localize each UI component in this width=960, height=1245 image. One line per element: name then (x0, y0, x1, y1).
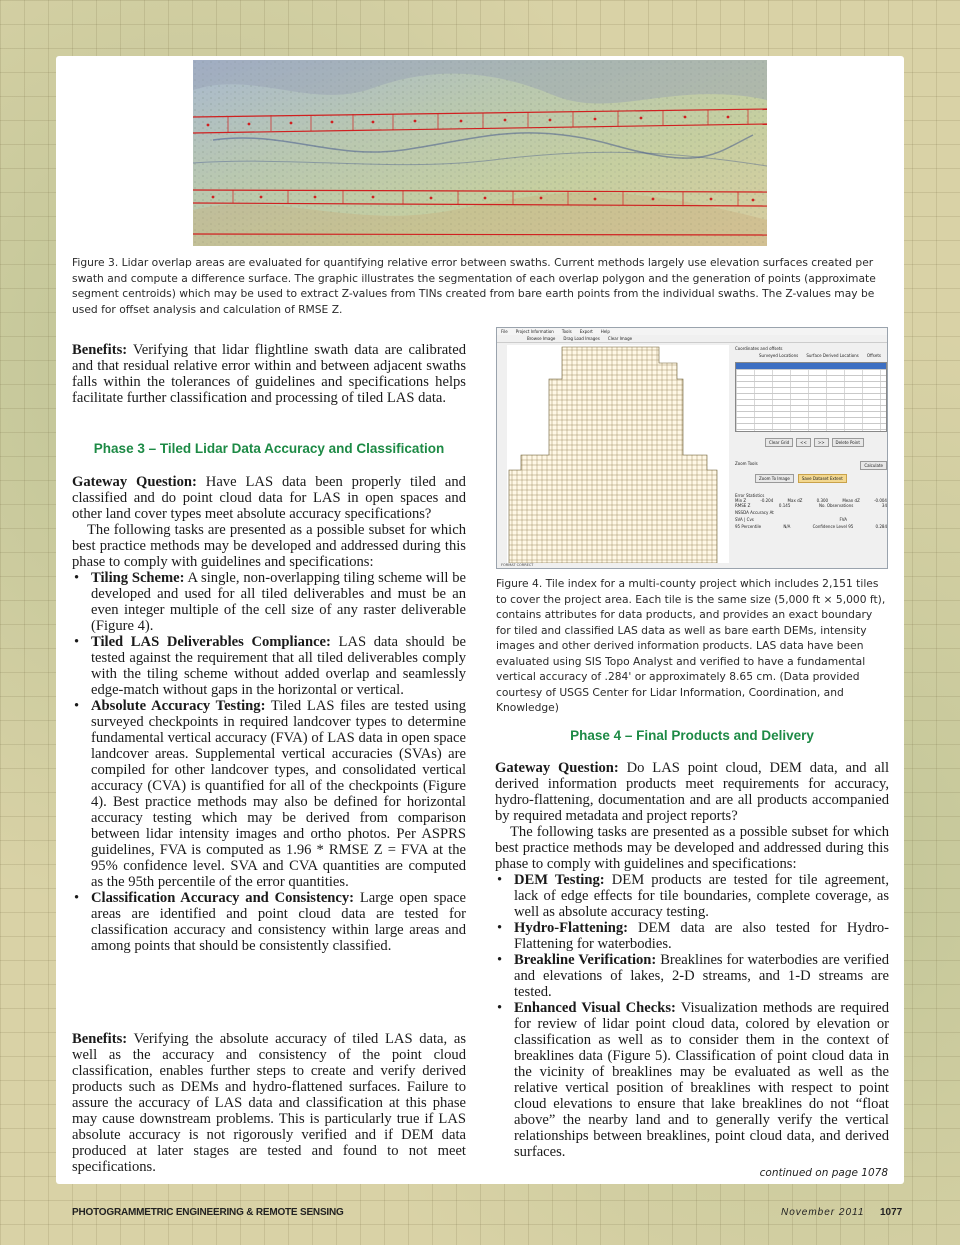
bullet-text: DEM products are tested for tile agreement, lack of edge effects for tile boundaries, complete coverage, as well as absolute accuracy testing. (514, 872, 890, 920)
bullet-text: DEM data are also tested for Hydro-Flattening for waterbodies. (514, 920, 890, 952)
calculate-button[interactable]: Calculate (860, 461, 887, 470)
bullet-label: Hydro-Flattening: (514, 920, 629, 936)
menu-item[interactable]: Project Information (515, 329, 554, 334)
phase3-bullet: • Tiled LAS Deliverables Compliance: LAS data should be tested against the requirement that all tiled deliverables comply with the tiling scheme without added overlap and seamlessly edge-match without gaps in the horizontal or vertical. (74, 634, 466, 698)
bullet-label: DEM Testing: (514, 872, 605, 888)
bullet-label: Absolute Accuracy Testing: (91, 698, 266, 714)
page-number: 1077 (880, 1207, 903, 1218)
gateway-text: Have LAS data been properly tiled and classified and do point cloud data for LAS in open spaces and other land cover types meet absolute accuracy specifications? (72, 474, 466, 522)
benefits-label: Benefits: (72, 1031, 128, 1047)
phase4-bullet: • Breakline Verification: Breaklines for waterbodies are verified and elevations of lakes, 2-D streams, and 1-D streams are tested. (497, 952, 889, 1000)
offsets-table (735, 362, 887, 432)
menu-item[interactable]: Tools (561, 329, 572, 334)
confidence-label: Confidence Level 95 (812, 524, 854, 529)
phase3-bullet: • Tiling Scheme: A single, non-overlapping tiling scheme will be developed and used for all tiled deliverables and must be an even integer multiple of the cell size of any raster deliverable (Figure 4). (74, 570, 466, 634)
tile-index-map (507, 345, 729, 563)
error-stats-label: Error Statistics (735, 493, 765, 498)
bullet-text: Tiled LAS files are tested using surveyed checkpoints in required landcover types to determine fundamental vertical accuracy (FVA) of LAS data in open space landcover areas. Supplemental vertical accuracies (SVAs) are compiled for other landcover types, and consolidated vertical accuracy (CVA) is quantified for all of the checkpoints (Figure 4). Best practice methods may also be defined for horizontal accuracy testing which may be derived from comparison between lidar intensity images and ortho photos. Per ASPRS guidelines, FVA is computed as 1.96 * RMSE Z = FVA at the 95% confidence level. SVA and CVA quantities are computed as the 95th percentile of the error quantities. (91, 698, 467, 890)
stat-label: RMSE Z (735, 503, 751, 508)
panel-title: Coordinates and offsets (735, 346, 783, 351)
phase3-heading: Phase 3 – Tiled Lidar Data Accuracy and Classification (93, 441, 445, 456)
stat-label: No. Observations (818, 503, 854, 508)
bullet-label: Classification Accuracy and Consistency: (91, 890, 355, 906)
coordinates-panel (735, 346, 887, 566)
figure3-image (193, 60, 767, 246)
benefits-paragraph (72, 342, 466, 406)
zoom-to-image-button[interactable]: Zoom To Image (755, 474, 794, 483)
bullet-label: Enhanced Visual Checks: (514, 1000, 676, 1016)
surface-header: Surface Derived Locations (806, 353, 859, 358)
save-extent-button[interactable]: Save Dataset Extent (798, 474, 847, 483)
menu-bar (497, 328, 887, 335)
phase3-gateway (72, 474, 466, 522)
fva-label: FVA (839, 517, 847, 522)
delete-point-button[interactable]: Delete Point (832, 438, 864, 447)
phase4-gateway (495, 760, 889, 824)
gateway-text: Do LAS point cloud, DEM data, and all derived information products meet requirements for accuracy, hydro-flattening, documentation and are all products accompanied by required metadata and project reports? (495, 760, 889, 824)
toolbar (497, 335, 887, 343)
fva-value: 0.284 (875, 524, 887, 529)
issue-date: November 2011 (781, 1207, 865, 1218)
figure4-screenshot (496, 327, 888, 569)
benefits-text: Verifying that lidar flightline swath data are calibrated and that residual relative error within and between adjacent swaths falls within the tolerances of guidelines and specifications helps facilitate further classification and processing of tiled LAS data. (72, 342, 466, 406)
stat-value: 0.145 (778, 503, 791, 508)
prev-button[interactable]: << (796, 438, 811, 447)
benefits2-paragraph (72, 1031, 466, 1175)
menu-item[interactable]: File (501, 329, 508, 334)
bullet-text: LAS data should be tested against the requirement that all tiled deliverables comply with the tiling scheme without added overlap and seamlessly edge-match without gaps in the horizontal or vertical. (91, 634, 466, 698)
sva-cva-label: SVA | Cvs (735, 517, 754, 522)
phase3-intro: The following tasks are presented as a possible subset for which best practice methods may be developed and addressed during this phase to comply with guidelines and specifications: (72, 522, 466, 570)
bullet-text: Breaklines for waterbodies are verified and elevations of lakes, 2-D streams, and 1-D streams are tested. (514, 952, 889, 1000)
percentile-label: 95 Percentile (735, 524, 762, 529)
stat-value: -0.204 (760, 498, 774, 503)
phase3-bullet: • Absolute Accuracy Testing: Tiled LAS files are tested using surveyed checkpoints in required landcover types to determine fundamental vertical accuracy (FVA) of LAS data in open space landcover areas. Supplemental vertical accuracies (SVAs) are compiled for other landcover types, and consolidated vertical accuracy (CVA) is quantified for all of the checkpoints (Figure 4). Best practice methods may also be defined for horizontal accuracy testing which may be derived from comparison between lidar intensity images and ortho photos. Per ASPRS guidelines, FVA is computed as 1.96 * RMSE Z = FVA at the 95% confidence level. SVA and CVA quantities are computed as the 95th percentile of the error quantities. (74, 698, 467, 890)
gateway-label: Gateway Question: (72, 474, 197, 490)
bullet-label: Tiling Scheme: (91, 570, 185, 586)
status-bar: FORMAT CORRECT (501, 563, 534, 567)
bullet-text: A single, non-overlapping tiling scheme will be developed and used for all tiled deliverables and must be an even integer multiple of the cell size of any raster deliverable (Figure 4). (91, 570, 466, 634)
drag-load-button[interactable]: Drag Load Images (563, 336, 600, 341)
phase4-heading: Phase 4 – Final Products and Delivery (570, 728, 814, 743)
figure3-caption: Figure 3. Lidar overlap areas are evaluated for quantifying relative error between swaths. Current methods largely use elevation surfaces created per swath and compute a difference surface. The graphic illustrates the segmentation of each overlap polygon and the generation of points (approximate segment centroids) which may be used to extract Z-values from TINs created from bare earth points from the individual swaths. The Z-values may be used for offset analysis and calculation of RMSE Z. (72, 256, 876, 316)
surveyed-header: Surveyed Locations (759, 353, 799, 358)
stat-value: -0.004 (874, 498, 887, 503)
phase3-bullet: • Classification Accuracy and Consistency: Large open space areas are identified and point cloud data are tested for classification accuracy and consistency within large areas and among points that should be consistently classified. (74, 890, 466, 954)
nssda-label: NSSDA Accuracy At (735, 510, 774, 515)
phase4-intro: The following tasks are presented as a possible subset for which best practice methods may be developed and addressed during this phase to comply with guidelines and specifications: (495, 824, 889, 872)
phase4-bullet: • DEM Testing: DEM products are tested for tile agreement, lack of edge effects for tile boundaries, complete coverage, as well as absolute accuracy testing. (497, 872, 890, 920)
phase4-bullet: • Hydro-Flattening: DEM data are also tested for Hydro-Flattening for waterbodies. (497, 920, 890, 952)
phase4-bullet: • Enhanced Visual Checks: Visualization methods are required for review of lidar point cloud data, colored by elevation or classification as well as to consider them in the context of breaklines data (Figure 5). Classification of point cloud data in the vicinity of breaklines may be evaluated as well as the relative vertical position of breaklines with respect to point cloud elevations to ensure that lake breaklines do not “float above” the nearby land and to generally verify the vertical relationships between breaklines, point cloud data, and derived surfaces. (497, 1000, 890, 1160)
zoom-tools-label: Zoom Tools (735, 461, 758, 466)
bullet-label: Breakline Verification: (514, 952, 657, 968)
stat-label: Min Z (735, 498, 747, 503)
stat-value: 34 (881, 503, 887, 508)
next-button[interactable]: >> (814, 438, 829, 447)
journal-name: PHOTOGRAMMETRIC ENGINEERING & REMOTE SENSING (72, 1207, 344, 1218)
browse-image-button[interactable]: Browse Image (527, 336, 556, 341)
bullet-text: Large open space areas are identified and point cloud data are tested for classification accuracy and consistency within large areas and among points that should be consistently classified. (91, 890, 466, 954)
menu-item[interactable]: Export (579, 329, 593, 334)
gateway-label: Gateway Question: (495, 760, 619, 776)
figure4-caption: Figure 4. Tile index for a multi-county project which includes 2,151 tiles to cover the project area. Each tile is the same size (5,000 ft × 5,000 ft), contains attributes for data products, and provides an exact boundary for tiled and classified LAS data as well as bare earth DEMs, intensity images and other derived information products. LAS data have been evaluated using SIS Topo Analyst and verified to have a fundamental vertical accuracy of .284' or approximately 8.65 cm. (Data provided courtesy of USGS Center for Lidar Information, Coordination, and Knowledge) (496, 577, 886, 714)
clear-grid-button[interactable]: Clear Grid (765, 438, 793, 447)
clear-image-button[interactable]: Clear Image (607, 336, 633, 341)
stat-label: Mean dZ (842, 498, 860, 503)
stat-value: 0.300 (816, 498, 829, 503)
offsets-header: Offsets (866, 353, 881, 358)
na-value: N/A (783, 524, 791, 529)
menu-item[interactable]: Help (600, 329, 610, 334)
bullet-text: Visualization methods are required for review of lidar point cloud data, colored by elevation or classification as well as to consider them in the context of breaklines data (Figure 5). Classification of point cloud data in the vicinity of breaklines may be evaluated as well as the relative vertical position of breaklines with respect to point cloud elevations to ensure that lake breaklines do not “float above” the nearby land and to generally verify the vertical relationships between breaklines, point cloud data, and derived surfaces. (514, 1000, 890, 1160)
benefits-label: Benefits: (72, 342, 128, 358)
benefits-text: Verifying the absolute accuracy of tiled LAS data, as well as the accuracy and consistency of the point cloud classification, enables further steps to create and verify derived products such as DEMs and hydro-flattened surfaces. Failure to assure the accuracy of LAS data and classification at this phase may cause downstream problems. This is particularly true if LAS absolute accuracy is not rigorously verified and if DEM data produced at later stages are tested and found to not meet specifications. (72, 1031, 466, 1175)
continued-note: continued on page 1078 (759, 1167, 888, 1179)
stat-label: Max dZ (787, 498, 803, 503)
bullet-label: Tiled LAS Deliverables Compliance: (91, 634, 331, 650)
